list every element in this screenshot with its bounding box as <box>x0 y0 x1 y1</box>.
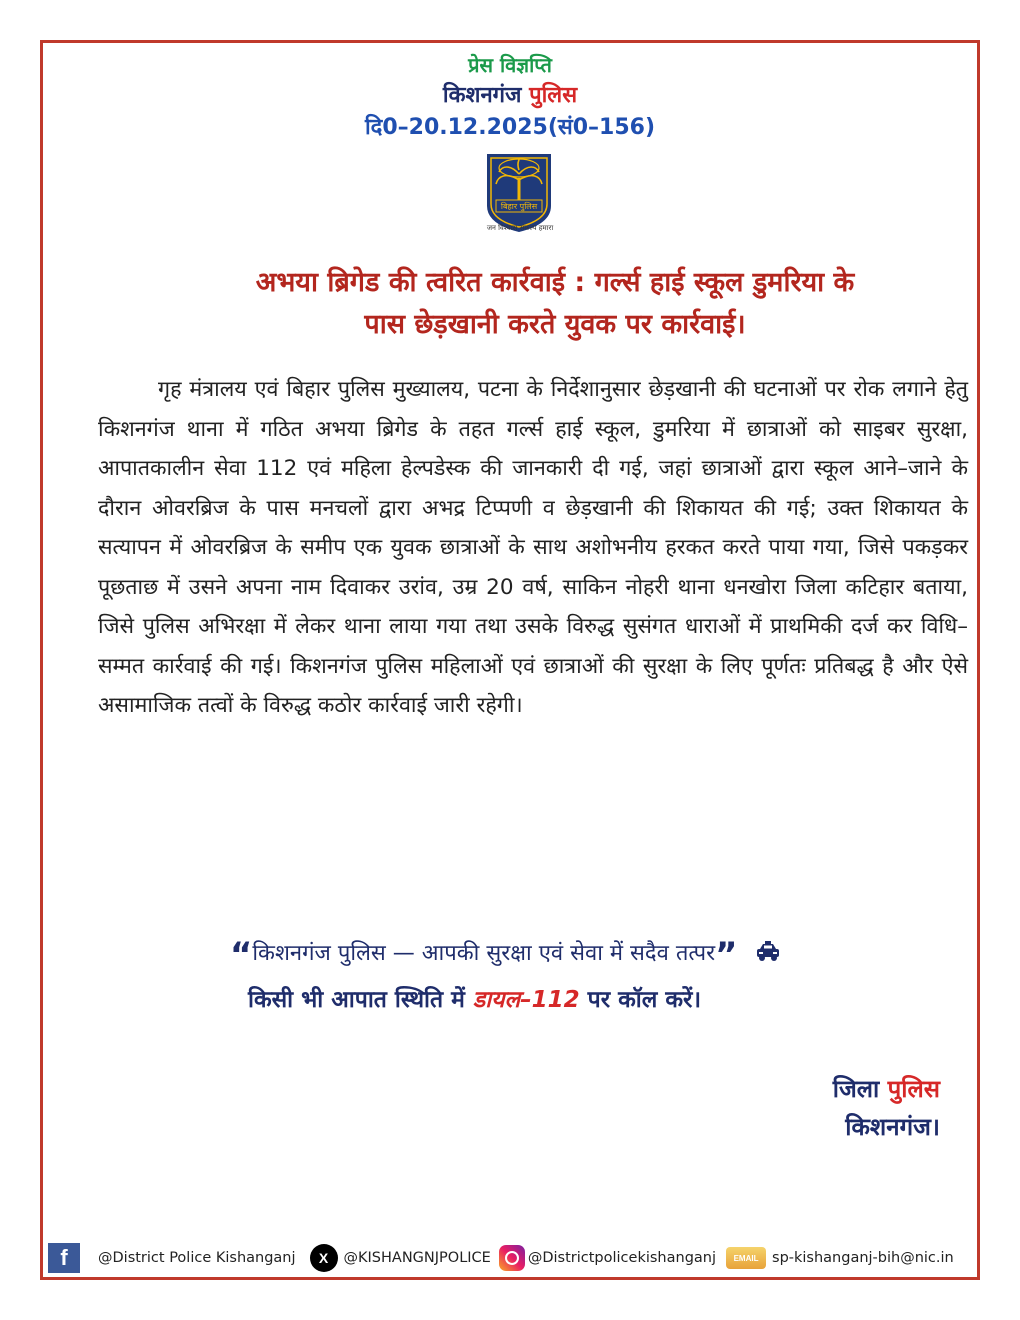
logo-motto: जन विश्वास संकल्प हमारा <box>486 224 554 232</box>
headline <box>140 262 970 346</box>
body-paragraph: गृह मंत्रालय एवं बिहार पुलिस मुख्यालय, पटना के निर्देशानुसार छेड़खानी की घटनाओं पर रोक लगाने हेतु किशनगंज थाना में गठित अभया ब्रिगेड के तहत गर्ल्स हाई स्कूल, डुमरिया में छात्राओं को साइबर सुरक्षा, आपातकालीन सेवा 112 एवं महिला हेल्पडेस्क की जानकारी दी गई, जहां छात्राओं द्वारा स्कूल आने–जाने के दौरान ओवरब्रिज के पास मनचलों द्वारा अभद्र टिप्पणी व छेड़खानी की शिकायत की गई; उक्त शिकायत के सत्यापन में ओवरब्रिज के समीप एक युवक छात्राओं के साथ अशोभनीय हरकत करते पाया गया, जिसे पकड़कर पूछताछ में उसने अपना नाम दिवाकर उरांव, उम्र 20 वर्ष, साकिन नोहरी थाना धनखोरा जिला कटिहार बताया, जिसे पुलिस अभिरक्षा में लेकर थाना लाया गया तथा उसके विरुद्ध सुसंगत धाराओं में प्राथमिकी दर्ज कर विधि–सम्मत कार्रवाई की गई। किशनगंज पुलिस महिलाओं एवं छात्राओं की सुरक्षा के लिए पूर्णतः प्रतिबद्ध है और ऐसे असामाजिक तत्वों के विरुद्ध कठोर कार्रवाई जारी रहेगी। <box>98 377 968 718</box>
signature-line2: किशनगंज। <box>845 1113 940 1141</box>
org-name-part2: पुलिस <box>529 83 578 108</box>
headline-line2: पास छेड़खानी करते युवक पर कार्रवाई। <box>364 309 746 340</box>
footer-contacts <box>48 1242 968 1274</box>
dial-number: डायल–112 <box>472 987 580 1013</box>
police-car-icon <box>755 941 781 963</box>
facebook-handle[interactable]: @District Police Kishanganj <box>98 1250 296 1266</box>
dateline: दि0–20.12.2025(सं0–156) <box>364 115 656 140</box>
facebook-icon[interactable]: f <box>48 1243 80 1273</box>
close-quote: ” <box>715 935 738 975</box>
dial-line <box>248 982 908 1014</box>
signature-line1-part2: पुलिस <box>887 1075 940 1103</box>
slogan-text: किशनगंज पुलिस — आपकी सुरक्षा एवं सेवा में सदैव तत्पर <box>252 941 716 966</box>
dial-suffix: पर कॉल करें। <box>587 987 702 1013</box>
email-address[interactable]: sp-kishanganj-bih@nic.in <box>772 1250 954 1266</box>
press-header <box>0 50 1020 144</box>
headline-line1: अभया ब्रिगेड की त्वरित कार्रवाई : गर्ल्स हाई स्कूल डुमरिया के <box>255 267 855 298</box>
bihar-police-logo <box>484 150 554 234</box>
x-icon[interactable]: X <box>310 1244 338 1272</box>
email-icon[interactable]: EMAIL <box>726 1247 766 1269</box>
org-name-part1: किशनगंज <box>442 83 522 108</box>
open-quote: “ <box>230 935 253 975</box>
instagram-icon[interactable] <box>499 1245 525 1271</box>
press-release-label: प्रेस विज्ञप्ति <box>468 53 552 77</box>
dial-prefix: किसी भी आपात स्थिति में <box>248 987 465 1013</box>
twitter-handle[interactable]: @KISHANGNJPOLICE <box>343 1250 491 1266</box>
slogan <box>230 935 880 975</box>
signature-block <box>740 1070 940 1146</box>
logo-text: बिहार पुलिस <box>500 202 538 211</box>
instagram-handle[interactable]: @Districtpolicekishanganj <box>527 1250 717 1266</box>
org-name <box>0 80 1020 112</box>
signature-line1-part1: जिला <box>832 1075 880 1103</box>
